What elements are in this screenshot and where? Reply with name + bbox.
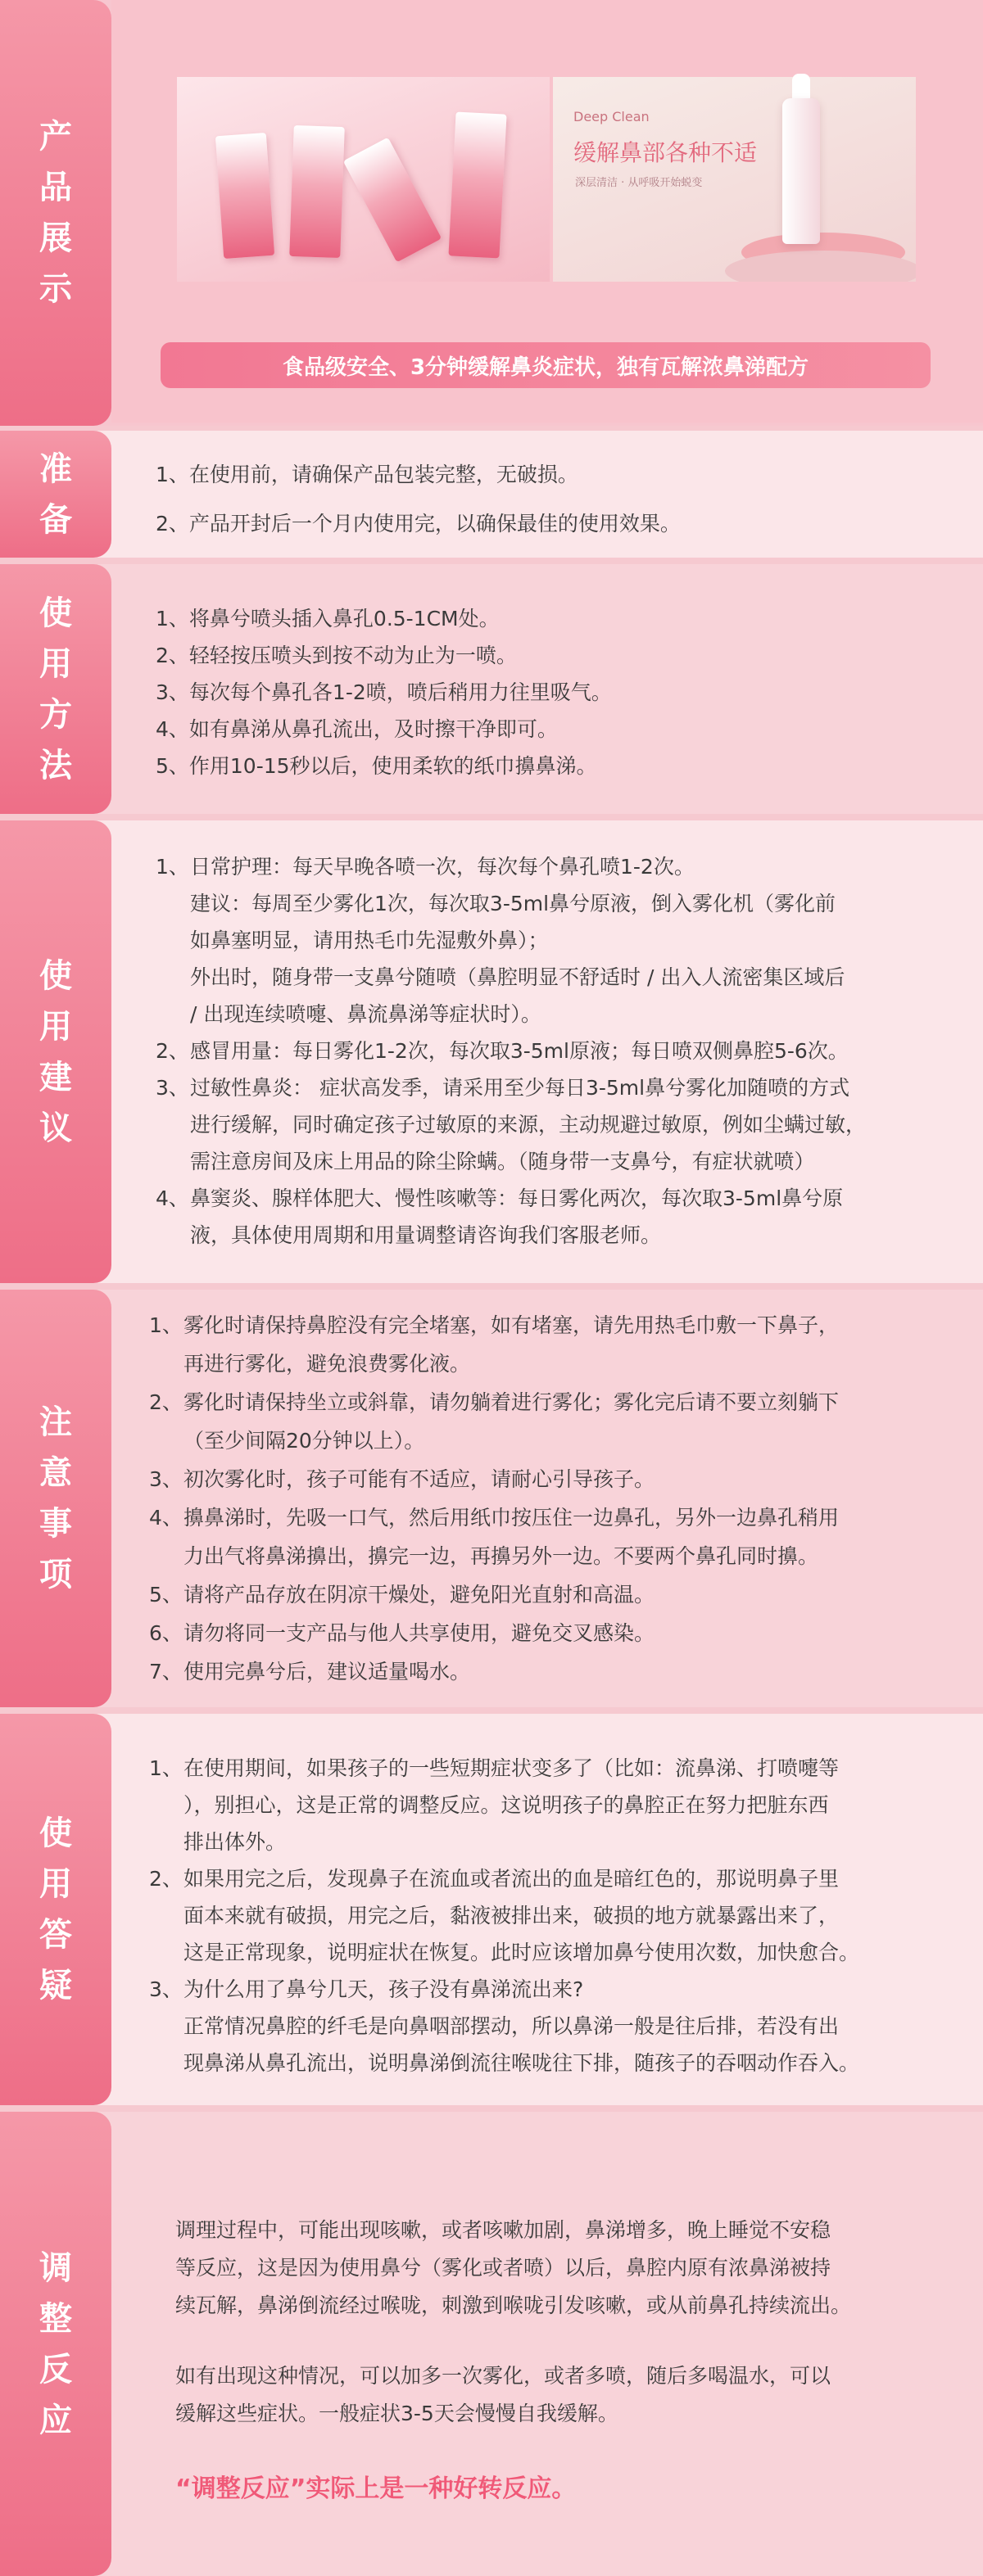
item-number: 2、 xyxy=(149,1867,183,1891)
advice-section xyxy=(0,820,983,1283)
list-line xyxy=(149,1750,983,1787)
item-number: 2、 xyxy=(156,644,189,667)
product-box xyxy=(289,125,345,258)
list-line xyxy=(156,1033,983,1069)
item-text: （至少间隔20分钟以上）。 xyxy=(183,1429,425,1453)
item-number xyxy=(149,1787,183,1824)
item-number: 3、 xyxy=(149,1467,183,1491)
tab-char: 产 xyxy=(39,118,72,156)
paragraph-line: 如有出现这种情况，可以加多一次雾化，或者多喷，随后多喝温水，可以 xyxy=(175,2364,831,2388)
list-line xyxy=(156,1180,983,1217)
item-number: 4、 xyxy=(149,1506,183,1530)
list-line xyxy=(149,1460,983,1498)
item-text: 液，具体使用周期和用量调整请咨询我们客服老师。 xyxy=(190,1223,662,1247)
item-text: 过敏性鼻炎： 症状高发季，请采用至少每日3-5ml鼻兮雾化加随喷的方式 xyxy=(190,1076,850,1100)
item-number: 3、 xyxy=(156,1076,189,1100)
item-number: 3、 xyxy=(156,680,189,704)
list-line xyxy=(149,1971,983,2008)
item-number: 2、 xyxy=(156,1039,189,1063)
tab-char: 法 xyxy=(39,746,72,784)
tab-char: 建 xyxy=(39,1058,72,1096)
tab-char: 示 xyxy=(39,270,72,308)
list-line xyxy=(149,1787,983,1824)
product-boxes-photo xyxy=(177,77,550,282)
tab-char: 使 xyxy=(39,594,72,632)
item-number xyxy=(149,2008,183,2045)
list-line xyxy=(156,1106,983,1143)
item-number xyxy=(149,2045,183,2081)
tab-char: 备 xyxy=(39,500,72,539)
product-box xyxy=(343,138,442,263)
item-number xyxy=(156,996,190,1033)
item-number xyxy=(149,1537,183,1575)
item-text: 力出气将鼻涕擤出，擤完一边，再擤另外一边。不要两个鼻孔同时擤。 xyxy=(183,1544,819,1568)
list-line xyxy=(149,1824,983,1860)
item-text: 雾化时请保持坐立或斜靠，请勿躺着进行雾化；雾化完后请不要立刻躺下 xyxy=(183,1390,840,1414)
hero-title: 缓解鼻部各种不适 xyxy=(573,139,758,166)
item-text: 排出体外。 xyxy=(183,1830,287,1854)
item-text: 作用10-15秒以后，使用柔软的纸巾擤鼻涕。 xyxy=(188,754,597,778)
item-number: 4、 xyxy=(156,717,189,741)
item-number: 1、 xyxy=(156,463,189,486)
tab-char: 答 xyxy=(39,1916,72,1954)
reaction-text xyxy=(175,2212,983,2508)
list-line xyxy=(149,1934,983,1971)
product-box xyxy=(215,133,274,259)
item-text: 使用完鼻兮后，建议适量喝水。 xyxy=(183,1660,471,1683)
tab-char: 整 xyxy=(39,2299,72,2338)
list-item xyxy=(156,748,983,784)
list-line xyxy=(149,1860,983,1897)
tab-faq xyxy=(0,1714,111,2105)
advice-list xyxy=(156,848,983,1254)
list-item xyxy=(156,499,983,549)
product-box xyxy=(448,111,506,258)
list-line xyxy=(156,1217,983,1254)
item-number xyxy=(156,1217,190,1254)
prep-section xyxy=(0,431,983,558)
item-text: 现鼻涕从鼻孔流出，说明鼻涕倒流往喉咙往下排，随孩子的吞咽动作吞入。 xyxy=(183,2051,860,2075)
item-text: 外出时，随身带一支鼻兮随喷（鼻腔明显不舒适时 / 出入人流密集区域后 xyxy=(190,965,845,989)
item-number: 2、 xyxy=(149,1390,183,1414)
list-line xyxy=(149,2045,983,2081)
item-number xyxy=(156,1143,190,1180)
list-line xyxy=(156,885,983,922)
item-text: 如果用完之后，发现鼻子在流血或者流出的血是暗红色的，那说明鼻子里 xyxy=(183,1867,840,1891)
deep-clean-label: Deep Clean xyxy=(573,109,650,124)
tab-advice xyxy=(0,820,111,1283)
tab-char: 用 xyxy=(39,1007,72,1046)
list-line xyxy=(149,1383,983,1421)
list-line xyxy=(149,1614,983,1652)
item-number: 5、 xyxy=(156,754,189,778)
item-number: 7、 xyxy=(149,1660,183,1683)
item-number: 4、 xyxy=(156,1186,189,1210)
item-text: 如鼻塞明显，请用热毛巾先湿敷外鼻）； xyxy=(190,929,549,952)
tab-char: 反 xyxy=(39,2350,72,2388)
item-text: 产品开封后一个月内使用完，以确保最佳的使用效果。 xyxy=(188,512,681,536)
item-text: 在使用前，请确保产品包装完整，无破损。 xyxy=(188,463,578,486)
item-number: 2、 xyxy=(156,512,189,536)
tab-char: 准 xyxy=(39,450,72,488)
item-text: 如有鼻涕从鼻孔流出，及时擦干净即可。 xyxy=(188,717,558,741)
item-number xyxy=(149,1344,183,1383)
tab-char: 使 xyxy=(39,1814,72,1852)
tab-char: 议 xyxy=(39,1109,72,1147)
list-line xyxy=(156,922,983,959)
item-number: 1、 xyxy=(149,1313,183,1337)
tab-char: 应 xyxy=(39,2401,72,2439)
tab-char: 方 xyxy=(39,695,72,734)
closing-statement: “调整反应”实际上是一种好转反应。 xyxy=(175,2474,577,2503)
list-item xyxy=(156,637,983,674)
tab-char: 用 xyxy=(39,644,72,683)
list-line xyxy=(156,1069,983,1106)
faq-section xyxy=(0,1714,983,2105)
tab-char: 调 xyxy=(39,2248,72,2287)
item-text: 日常护理：每天早晚各喷一次，每次每个鼻孔喷1-2次。 xyxy=(190,855,695,879)
tab-char: 品 xyxy=(39,169,72,206)
item-text: 建议：每周至少雾化1次，每次取3-5ml鼻兮原液，倒入雾化机（雾化前 xyxy=(190,892,836,915)
tab-char: 事 xyxy=(39,1505,72,1543)
item-number xyxy=(149,1421,183,1460)
item-number: 6、 xyxy=(149,1621,183,1645)
item-number xyxy=(156,1106,190,1143)
paragraph-line: 缓解这些症状。一般症状3-5天会慢慢自我缓解。 xyxy=(175,2402,618,2425)
item-text: 面本来就有破损，用完之后，黏液被排出来，破损的地方就暴露出来了， xyxy=(183,1904,840,1927)
tab-usage xyxy=(0,564,111,814)
item-text: / 出现连续喷嚏、鼻流鼻涕等症状时）。 xyxy=(190,1002,541,1026)
tab-prep xyxy=(0,431,111,558)
item-number xyxy=(149,1934,183,1971)
usage-section xyxy=(0,564,983,814)
item-number xyxy=(156,959,190,996)
item-number xyxy=(149,1897,183,1934)
list-line xyxy=(149,1498,983,1537)
list-line xyxy=(149,1537,983,1575)
tab-char: 使 xyxy=(39,956,72,995)
spray-bottle xyxy=(782,98,820,244)
paragraph-line: 等反应，这是因为使用鼻兮（雾化或者喷）以后，鼻腔内原有浓鼻涕被持 xyxy=(175,2256,831,2280)
tab-reaction xyxy=(0,2112,111,2576)
item-text: 每次每个鼻孔各1-2喷，喷后稍用力往里吸气。 xyxy=(188,680,612,704)
item-text: 在使用期间，如果孩子的一些短期症状变多了（比如：流鼻涕、打喷嚏等 xyxy=(183,1756,840,1780)
paragraph-line: 调理过程中，可能出现咳嗽，或者咳嗽加剧，鼻涕增多，晚上睡觉不安稳 xyxy=(175,2218,831,2242)
list-item xyxy=(156,450,983,499)
item-number xyxy=(156,885,190,922)
list-line xyxy=(156,848,983,885)
list-line xyxy=(156,996,983,1033)
list-line xyxy=(149,1652,983,1691)
paragraph-line: 续瓦解，鼻涕倒流经过喉咙，刺激到喉咙引发咳嗽，或从前鼻孔持续流出。 xyxy=(175,2294,852,2317)
item-text: 正常情况鼻腔的纤毛是向鼻咽部摆动，所以鼻涕一般是往后排，若没有出 xyxy=(183,2014,840,2038)
list-line xyxy=(156,959,983,996)
tab-char: 用 xyxy=(39,1865,72,1903)
item-text: 再进行雾化，避免浪费雾化液。 xyxy=(183,1352,471,1376)
list-line xyxy=(156,1143,983,1180)
item-text: 需注意房间及床上用品的除尘除螨。（随身带一支鼻兮，有症状就喷） xyxy=(190,1150,815,1173)
faq-list xyxy=(149,1750,983,2081)
reaction-section xyxy=(0,2112,983,2576)
list-line xyxy=(149,1421,983,1460)
feature-badge: 食品级安全、3分钟缓解鼻炎症状，独有瓦解浓鼻涕配方 xyxy=(161,342,931,388)
item-text: 将鼻兮喷头插入鼻孔0.5-1CM处。 xyxy=(188,607,500,630)
tab-product-display xyxy=(0,0,111,426)
hero-subtitle: 深层清洁 · 从呼吸开始蜕变 xyxy=(575,177,703,189)
notes-list xyxy=(149,1306,983,1691)
item-text: 鼻窦炎、腺样体肥大、慢性咳嗽等：每日雾化两次，每次取3-5ml鼻兮原 xyxy=(190,1186,844,1210)
tab-char: 展 xyxy=(39,219,72,257)
list-line xyxy=(149,1344,983,1383)
item-text: 雾化时请保持鼻腔没有完全堵塞，如有堵塞，请先用热毛巾敷一下鼻子， xyxy=(183,1313,840,1337)
list-line xyxy=(149,1575,983,1614)
item-number: 5、 xyxy=(149,1583,183,1607)
item-text: 初次雾化时，孩子可能有不适应，请耐心引导孩子。 xyxy=(183,1467,655,1491)
item-number xyxy=(149,1824,183,1860)
item-text: 擤鼻涕时，先吸一口气，然后用纸巾按压住一边鼻孔，另外一边鼻孔稍用 xyxy=(183,1506,840,1530)
item-number: 1、 xyxy=(156,607,189,630)
list-item xyxy=(156,600,983,637)
usage-list xyxy=(156,600,983,784)
item-text: ），别担心，这是正常的调整反应。这说明孩子的鼻腔正在努力把脏东西 xyxy=(183,1793,829,1817)
item-number: 1、 xyxy=(156,855,189,879)
item-text: 请将产品存放在阴凉干燥处，避免阳光直射和高温。 xyxy=(183,1583,655,1607)
item-text: 请勿将同一支产品与他人共享使用，避免交叉感染。 xyxy=(183,1621,655,1645)
item-text: 感冒用量：每日雾化1-2次，每次取3-5ml原液；每日喷双侧鼻腔5-6次。 xyxy=(190,1039,849,1063)
list-item xyxy=(156,674,983,711)
list-line xyxy=(149,1306,983,1344)
item-number: 3、 xyxy=(149,1977,183,2001)
tab-char: 疑 xyxy=(39,1967,72,2004)
tab-char: 注 xyxy=(39,1403,72,1441)
list-line xyxy=(149,1897,983,1934)
list-item xyxy=(156,711,983,748)
item-text: 这是正常现象，说明症状在恢复。此时应该增加鼻兮使用次数，加快愈合。 xyxy=(183,1941,860,1964)
prep-list xyxy=(156,450,983,549)
notes-section xyxy=(0,1290,983,1707)
item-number: 1、 xyxy=(149,1756,183,1780)
item-number xyxy=(156,922,190,959)
item-text: 轻轻按压喷头到按不动为止为一喷。 xyxy=(188,644,517,667)
tab-char: 项 xyxy=(39,1556,72,1593)
tab-notes xyxy=(0,1290,111,1707)
tab-char: 意 xyxy=(39,1454,72,1492)
item-text: 进行缓解，同时确定孩子过敏原的来源，主动规避过敏原，例如尘螨过敏， xyxy=(190,1113,867,1137)
list-line xyxy=(149,2008,983,2045)
item-text: 为什么用了鼻兮几天，孩子没有鼻涕流出来? xyxy=(183,1977,584,2001)
